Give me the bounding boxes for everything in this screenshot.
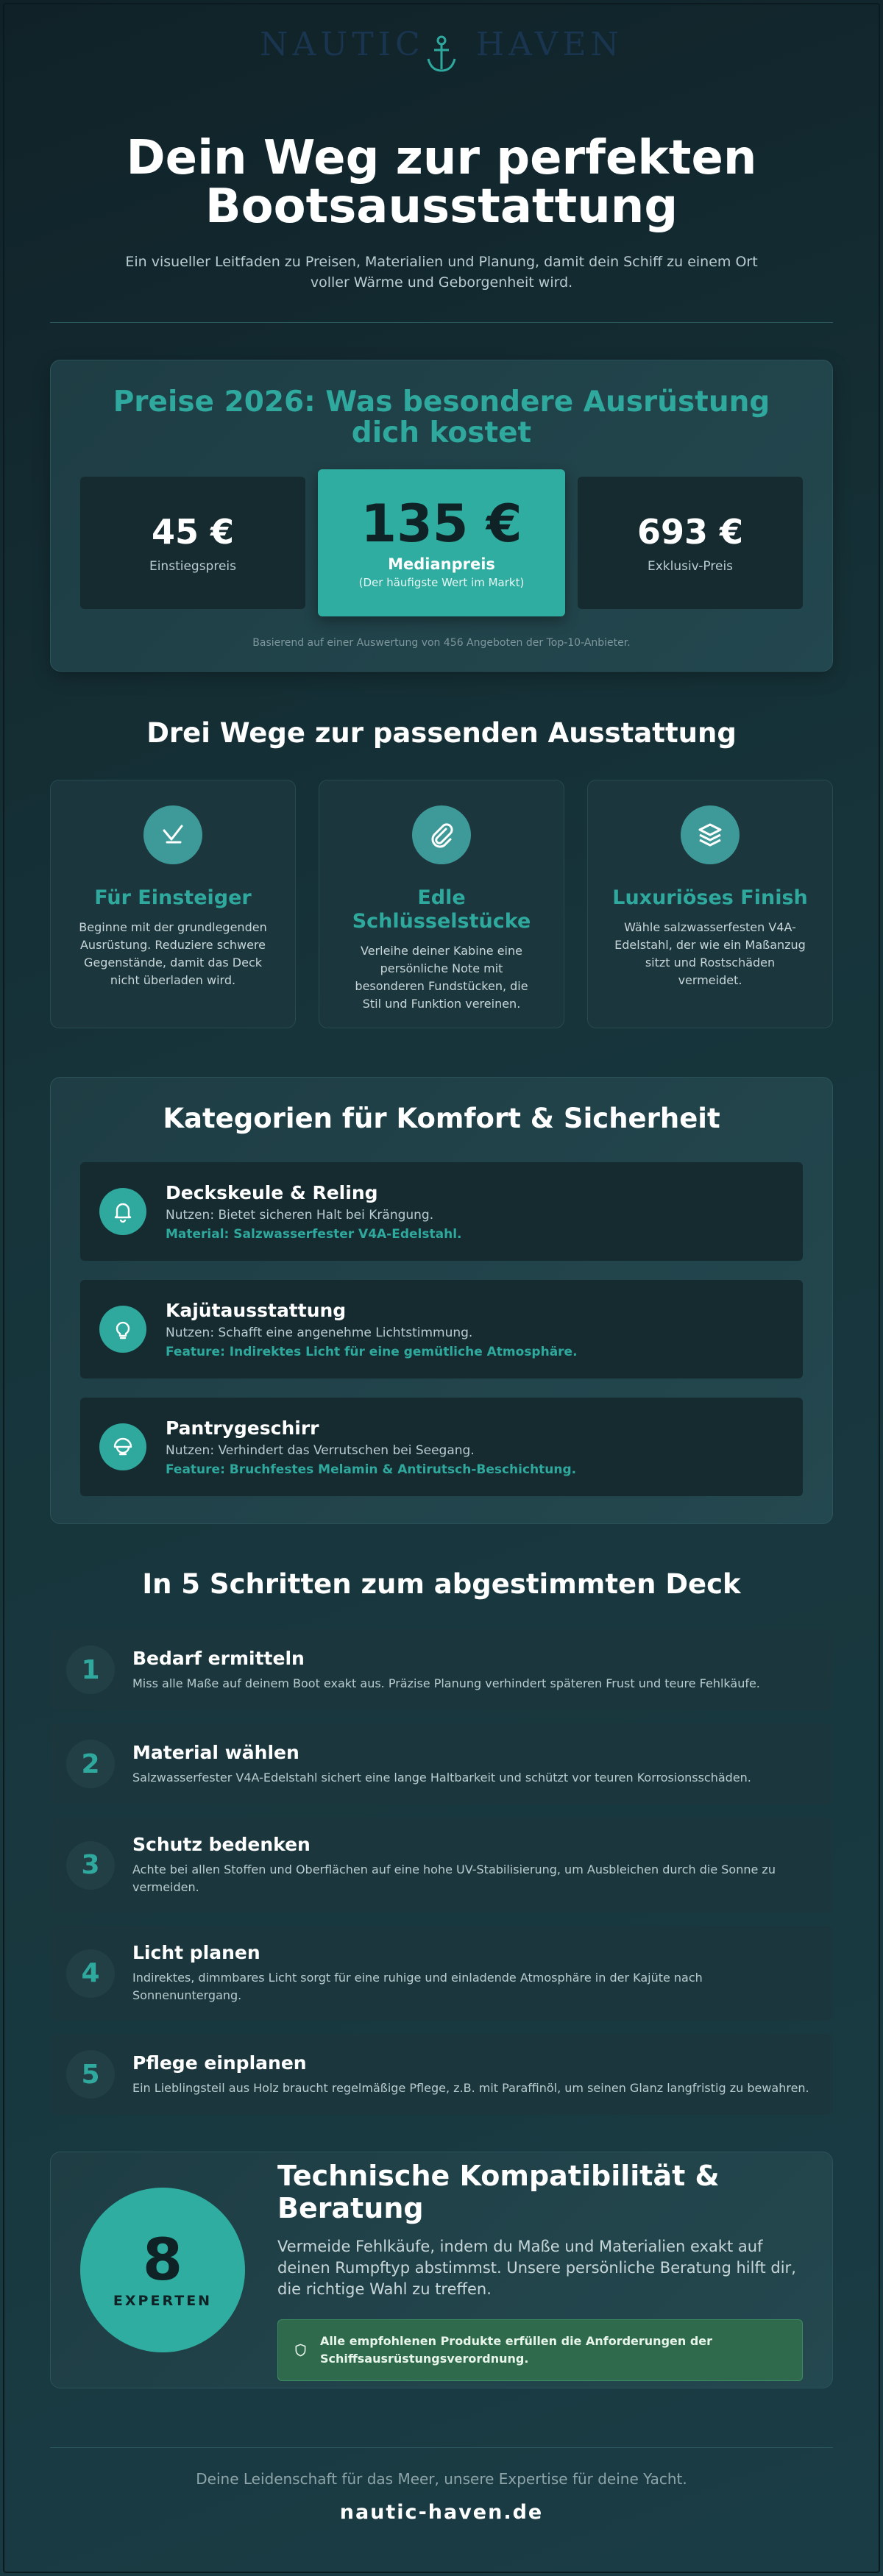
step-title: Pflege einplanen — [132, 2052, 307, 2074]
footer — [50, 2447, 833, 2524]
price-exclusive-value: 693 € — [636, 512, 744, 552]
step-item — [50, 1926, 833, 2021]
way-text: Wähle salzwasserfesten V4A-Edelstahl, der wie ein Maßanzug sitzt und Rostschäden vermeidet. — [614, 920, 806, 987]
bowl-icon — [99, 1423, 146, 1470]
page-title — [50, 131, 833, 234]
tech-text: Vermeide Fehlkäufe, indem du Maße und Materialien exakt auf deinen Rumpftyp abstimmst. Unsere persönliche Beratung hilft dir, die richtige Wahl zu treffen. — [277, 2237, 796, 2298]
lightbulb-icon — [99, 1306, 146, 1353]
experts-badge — [80, 2188, 245, 2352]
anchor-icon — [425, 35, 458, 74]
price-title: Preise 2026: Was besondere Ausrüstung dich kostet — [113, 385, 770, 449]
page-subtitle: Ein visueller Leitfaden zu Preisen, Materialien und Planung, damit dein Schiff zu einem Ort voller Wärme und Geborgenheit wird. — [125, 254, 758, 291]
step-text: Achte bei allen Stoffen und Oberflächen auf eine hohe UV-Stabilisierung, um Ausbleichen durch die Sonne zu vermeiden. — [132, 1862, 776, 1894]
header-divider — [50, 322, 833, 323]
step-item — [50, 1818, 833, 1913]
category-feature: Feature: Indirektes Licht für eine gemütliche Atmosphäre. — [166, 1344, 578, 1359]
categories-list — [80, 1162, 803, 1496]
step-title: Bedarf ermitteln — [132, 1647, 305, 1669]
steps-list — [50, 1629, 833, 2115]
way-text: Beginne mit der grundlegenden Ausrüstung. Reduziere schwere Gegenstände, damit das Deck nicht überladen wird. — [79, 920, 267, 987]
categories-title: Kategorien für Komfort & Sicherheit — [163, 1103, 720, 1134]
step-number: 3 — [66, 1841, 115, 1890]
price-median-label: Medianpreis — [388, 555, 495, 573]
header — [50, 0, 833, 323]
price-median-note: (Der häufigste Wert im Markt) — [358, 576, 525, 589]
category-item — [80, 1162, 803, 1261]
category-title: Deckskeule & Reling — [166, 1181, 378, 1203]
way-title: Für Einsteiger — [94, 886, 252, 909]
price-exclusive-box — [578, 477, 803, 609]
footer-link[interactable]: nautic-haven.de — [339, 2501, 544, 2524]
experts-count: 8 — [142, 2227, 183, 2294]
compliance-notice — [277, 2319, 803, 2381]
categories-section — [50, 1077, 833, 1524]
layers-icon — [681, 805, 740, 864]
footer-tagline: Deine Leidenschaft für das Meer, unsere Expertise für deine Yacht. — [196, 2470, 687, 2488]
logo[interactable] — [50, 0, 833, 88]
step-item — [50, 1723, 833, 1804]
step-text: Ein Lieblingsteil aus Holz braucht regelmäßige Pflege, z.B. mit Paraffinöl, um seinen Glanz langfristig zu bewahren. — [132, 2080, 809, 2095]
category-feature: Material: Salzwasserfester V4A-Edelstahl. — [166, 1226, 462, 1242]
page-title-line-2: Bootsausstattung — [205, 179, 678, 234]
step-item — [50, 1629, 833, 1710]
footer-divider — [50, 2447, 833, 2448]
logo-text-right: HAVEN — [475, 25, 624, 63]
way-card-key-pieces — [319, 780, 564, 1028]
category-title: Kajütausstattung — [166, 1299, 347, 1321]
paperclip-icon — [412, 805, 471, 864]
step-number: 5 — [66, 2050, 115, 2099]
check-icon — [143, 805, 202, 864]
tech-section — [50, 2152, 833, 2388]
price-exclusive-label: Exklusiv-Preis — [647, 559, 734, 574]
category-use: Nutzen: Schafft eine angenehme Lichtstimmung. — [166, 1325, 473, 1340]
category-item — [80, 1398, 803, 1496]
experts-label: EXPERTEN — [113, 2293, 213, 2309]
way-card-luxury — [587, 780, 833, 1028]
category-use: Nutzen: Bietet sicheren Halt bei Krängung. — [166, 1207, 434, 1223]
ways-title: Drei Wege zur passenden Ausstattung — [146, 717, 737, 749]
shield-icon — [294, 2341, 307, 2359]
price-entry-label: Einstiegspreis — [149, 559, 237, 574]
step-title: Material wählen — [132, 1741, 299, 1763]
way-card-beginner — [50, 780, 296, 1028]
logo-text-left: NAUTIC — [259, 25, 425, 63]
price-median-box — [318, 469, 565, 616]
category-feature: Feature: Bruchfestes Melamin & Antirutsch-Beschichtung. — [166, 1462, 577, 1477]
way-title: Edle Schlüsselstücke — [352, 886, 531, 933]
step-text: Indirektes, dimmbares Licht sorgt für eine ruhige und einladende Atmosphäre in der Kajüte nach Sonnenuntergang. — [132, 1971, 703, 2002]
ways-grid — [50, 780, 833, 1028]
page-title-line-1: Dein Weg zur perfekten — [126, 131, 757, 185]
step-text: Salzwasserfester V4A-Edelstahl sichert eine lange Haltbarkeit und schützt vor teuren Korrosionsschäden. — [132, 1770, 751, 1785]
price-footnote: Basierend auf einer Auswertung von 456 Angeboten der Top-10-Anbieter. — [252, 637, 631, 649]
price-section — [50, 360, 833, 672]
price-entry-box — [80, 477, 305, 609]
price-median-value: 135 € — [361, 494, 522, 554]
step-number: 1 — [66, 1645, 115, 1694]
bell-icon — [99, 1188, 146, 1235]
tech-title: Technische Kompatibilität & Beratung — [277, 2159, 720, 2224]
category-title: Pantrygeschirr — [166, 1417, 319, 1439]
category-use: Nutzen: Verhindert das Verrutschen bei Seegang. — [166, 1442, 475, 1458]
step-number: 2 — [66, 1740, 115, 1788]
step-number: 4 — [66, 1949, 115, 1998]
way-title: Luxuriöses Finish — [612, 886, 808, 909]
way-text: Verleihe deiner Kabine eine persönliche Note mit besonderen Fundstücken, die Stil und Funktion vereinen. — [355, 944, 528, 1011]
page-container — [50, 0, 833, 2524]
step-title: Licht planen — [132, 1942, 260, 1963]
category-item — [80, 1280, 803, 1378]
step-title: Schutz bedenken — [132, 1834, 311, 1855]
compliance-text: Alle empfohlenen Produkte erfüllen die Anforderungen der Schiffsausrüstungsverordnung. — [319, 2333, 713, 2366]
price-row — [80, 469, 803, 616]
steps-title: In 5 Schritten zum abgestimmten Deck — [142, 1568, 741, 1600]
price-entry-value: 45 € — [151, 512, 235, 552]
step-text: Miss alle Maße auf deinem Boot exakt aus. Präzise Planung verhindert späteren Frust und teure Fehlkäufe. — [132, 1676, 760, 1690]
step-item — [50, 2034, 833, 2115]
